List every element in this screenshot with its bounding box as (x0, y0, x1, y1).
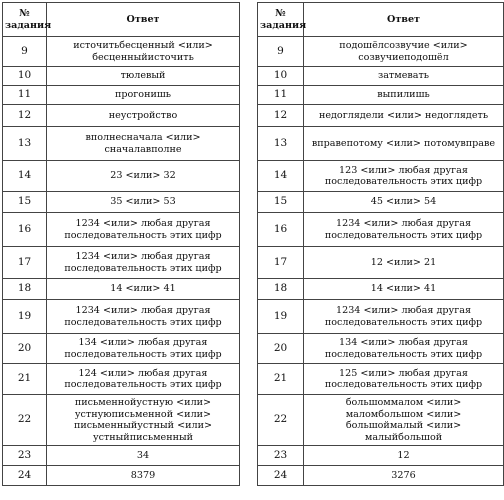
task-number: 13 (258, 127, 304, 161)
answer-line: 1234 <или> любая другая (75, 305, 211, 316)
answer-cell (47, 395, 240, 446)
answer-line: 34 (136, 449, 150, 461)
table-row (258, 127, 504, 161)
answer-cell (47, 364, 240, 395)
answer-cell (47, 37, 240, 67)
task-number: 19 (258, 300, 304, 334)
table-row (258, 395, 504, 446)
table-row (3, 395, 240, 446)
answer-line: малыйбольшой (364, 431, 443, 443)
answer-line: письменныйустный <или> (73, 420, 213, 431)
answer-cell (304, 161, 504, 192)
answer-line: вправепотому <или> потомувправе (311, 137, 496, 149)
answer-line: письменнойустную <или> (74, 397, 212, 408)
table-row (258, 105, 504, 127)
task-number: 14 (3, 161, 47, 192)
table-row (3, 67, 240, 86)
answer-cell (304, 86, 504, 105)
table-row (258, 466, 504, 486)
answer-line: источитьбесценный <или> (73, 40, 213, 51)
answer-line: устныйписьменный (92, 431, 194, 443)
answer-line: прогонишь (114, 89, 172, 101)
task-number: 17 (258, 247, 304, 279)
answer-table-right (257, 2, 504, 486)
answer-line: большоммалом <или> (345, 397, 462, 408)
answer-line: 1234 <или> любая другая (75, 251, 211, 262)
task-number: 15 (258, 192, 304, 213)
answer-line: 134 <или> любая другая (339, 337, 468, 348)
answer-line: большоймалый <или> (345, 420, 462, 431)
task-number: 16 (3, 213, 47, 247)
table-row (258, 247, 504, 279)
answer-line: 14 <или> 41 (370, 283, 437, 295)
task-number: 22 (258, 395, 304, 446)
table-row (258, 192, 504, 213)
answer-line: последовательность этих цифр (324, 348, 483, 360)
task-number: 10 (3, 67, 47, 86)
answer-line: 1234 <или> любая другая (335, 218, 471, 229)
task-number: 24 (3, 466, 47, 486)
answer-line: 3276 (391, 469, 416, 481)
task-number: 16 (258, 213, 304, 247)
table-row (3, 300, 240, 334)
answer-line: устнуюписьменной <или> (74, 408, 212, 420)
task-number: 10 (258, 67, 304, 86)
answer-line: последовательность этих цифр (64, 348, 222, 360)
answer-cell (47, 192, 240, 213)
table-row (258, 364, 504, 395)
answer-cell (304, 279, 504, 300)
answer-line: 1234 <или> любая другая (335, 305, 471, 316)
header-answer: Ответ (304, 3, 504, 37)
answer-cell (304, 466, 504, 486)
header-task-number: № задания (258, 3, 304, 37)
answer-line: последовательность этих цифр (324, 379, 483, 390)
answer-cell (47, 161, 240, 192)
task-number: 9 (3, 37, 47, 67)
answer-line: последовательность этих цифр (64, 262, 222, 274)
answer-line: последовательность этих цифр (64, 229, 222, 241)
table-row (258, 446, 504, 466)
table-row (3, 279, 240, 300)
task-number: 12 (3, 105, 47, 127)
table-row (258, 279, 504, 300)
table-row (3, 213, 240, 247)
answer-cell (47, 279, 240, 300)
table-row (258, 67, 504, 86)
task-number: 11 (258, 86, 304, 105)
answer-table-left (2, 2, 240, 486)
answer-cell (47, 213, 240, 247)
task-number: 21 (3, 364, 47, 395)
task-number: 12 (258, 105, 304, 127)
table-row (3, 466, 240, 486)
task-number: 20 (258, 334, 304, 364)
answer-line: 35 <или> 53 (110, 196, 176, 208)
answer-line: последовательность этих цифр (64, 316, 222, 328)
answer-line: выпилишь (377, 89, 430, 101)
answer-line: 134 <или> любая другая (78, 337, 208, 348)
answer-cell (304, 334, 504, 364)
answer-cell (47, 446, 240, 466)
table-row (3, 105, 240, 127)
answer-cell (47, 466, 240, 486)
answer-line: сначалавполне (104, 143, 182, 155)
answer-line: подошёлсозвучие <или> (339, 40, 468, 51)
answer-line: 123 <или> любая другая (339, 164, 468, 176)
answer-line: последовательность этих цифр (324, 316, 483, 328)
task-number: 17 (3, 247, 47, 279)
answer-cell (304, 213, 504, 247)
table-row (3, 334, 240, 364)
answer-line: вполнесначала <или> (85, 132, 201, 143)
answer-line: созвучиеподошёл (358, 51, 449, 63)
task-number: 19 (3, 300, 47, 334)
answer-line: последовательность этих цифр (324, 176, 483, 187)
answer-cell (304, 247, 504, 279)
answer-cell (47, 247, 240, 279)
answer-line: 14 <или> 41 (110, 283, 176, 295)
table-row (258, 37, 504, 67)
table-row (258, 86, 504, 105)
task-number: 22 (3, 395, 47, 446)
task-number: 15 (3, 192, 47, 213)
task-number: 23 (3, 446, 47, 466)
answer-cell (47, 127, 240, 161)
table-row (258, 161, 504, 192)
task-number: 18 (3, 279, 47, 300)
answer-cell (304, 364, 504, 395)
answer-cell (47, 334, 240, 364)
answer-cell (304, 395, 504, 446)
table-row (3, 364, 240, 395)
answer-line: маломбольшом <или> (345, 408, 462, 420)
answer-line: последовательность этих цифр (324, 229, 483, 241)
answer-line: неустройство (108, 109, 178, 121)
task-number: 24 (258, 466, 304, 486)
task-number: 20 (3, 334, 47, 364)
answer-line: 124 <или> любая другая (78, 367, 208, 379)
answer-cell (304, 446, 504, 466)
answer-cell (304, 192, 504, 213)
answer-line: недоглядели <или> недоглядеть (318, 109, 489, 121)
answer-line: затмевать (377, 70, 430, 82)
answer-cell (47, 67, 240, 86)
task-number: 11 (3, 86, 47, 105)
table-row (3, 446, 240, 466)
table-row (3, 247, 240, 279)
answer-line: бесценныйисточить (92, 51, 194, 63)
table-row (258, 213, 504, 247)
table-row (3, 86, 240, 105)
table-row (3, 192, 240, 213)
answer-line: 23 <или> 32 (110, 170, 176, 182)
answer-line: 8379 (130, 469, 156, 481)
answer-line: 12 (397, 449, 410, 461)
task-number: 18 (258, 279, 304, 300)
answer-line: 1234 <или> любая другая (75, 218, 211, 229)
task-number: 9 (258, 37, 304, 67)
table-row (3, 127, 240, 161)
table-row (258, 300, 504, 334)
answer-line: тюлевый (120, 70, 166, 82)
answer-cell (47, 86, 240, 105)
table-row (258, 334, 504, 364)
answer-line: 45 <или> 54 (370, 196, 437, 208)
table-row (3, 161, 240, 192)
task-number: 21 (258, 364, 304, 395)
answer-line: 125 <или> любая другая (339, 367, 468, 379)
answer-line: последовательность этих цифр (64, 379, 222, 390)
header-answer: Ответ (47, 3, 240, 37)
table-row (3, 37, 240, 67)
header-task-number: № задания (3, 3, 47, 37)
answer-line: 12 <или> 21 (370, 256, 437, 268)
answer-cell (304, 67, 504, 86)
task-number: 23 (258, 446, 304, 466)
task-number: 14 (258, 161, 304, 192)
answer-cell (304, 105, 504, 127)
answer-cell (304, 37, 504, 67)
task-number: 13 (3, 127, 47, 161)
answer-cell (304, 127, 504, 161)
answer-cell (47, 300, 240, 334)
answer-cell (47, 105, 240, 127)
answer-cell (304, 300, 504, 334)
